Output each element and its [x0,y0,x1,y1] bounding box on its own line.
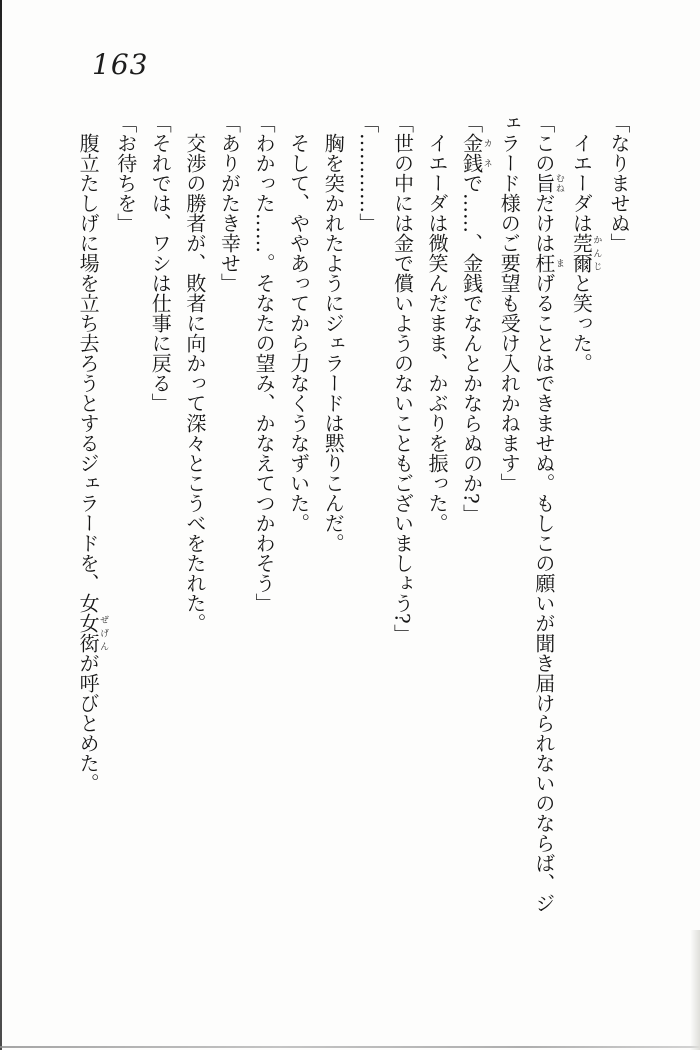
paragraph: 「それでは、ワシは仕事に戻る」 [148,113,173,413]
paragraph: イエーダは莞爾かんじと笑った。 [569,133,602,373]
paragraph: 「…………」 [355,113,380,233]
paragraph: 胸を突かれたようにジェラードは黙りこんだ。 [321,133,346,553]
furigana-annotation: 莞爾かんじ [569,233,602,273]
paragraph: 交渉の勝者が、敗者に向かって深々とこうべをたれた。 [182,133,207,633]
paragraph: 「お待ちを」 [113,113,138,233]
paragraph: 「世の中には金で償いようのないこともございましょう?」 [390,113,415,644]
page-right-edge-smudge [690,930,700,1050]
furigana-annotation: 金銭カネ [459,133,492,173]
page-number: 163 [92,48,149,81]
furigana-annotation: 女衒ぜげん [76,613,109,653]
paragraph: 「なりませぬ」 [607,113,631,253]
paragraph: 「金銭カネで……、金銭でなんとかならぬのか?」 [459,113,492,524]
paragraph: 「ありがたき幸せ」 [217,113,242,293]
furigana-annotation: 旨むね [531,173,564,193]
page-bottom-edge [0,1046,700,1048]
paragraph: イエーダは微笑んだまま、かぶりを振った。 [425,133,450,533]
paragraph: 「この旨むねだけは枉まげることはできませぬ。もしこの願いが聞き届けられないのならば、ジェラード様のご要望も受け入れかねます」 [497,113,564,913]
furigana-annotation: 枉ま [531,253,564,273]
paragraph: 「わかった……。そなたの望み、かなえてつかわそう」 [252,113,277,613]
body-text [71,113,637,925]
paragraph: 腹立たしげに場を立ち去ろうとするジェラードを、女女衒ぜげんが呼びとめた。 [76,133,109,793]
page-left-edge [0,0,2,1050]
paragraph: そして、ややあってから力なくうなずいた。 [286,133,311,533]
